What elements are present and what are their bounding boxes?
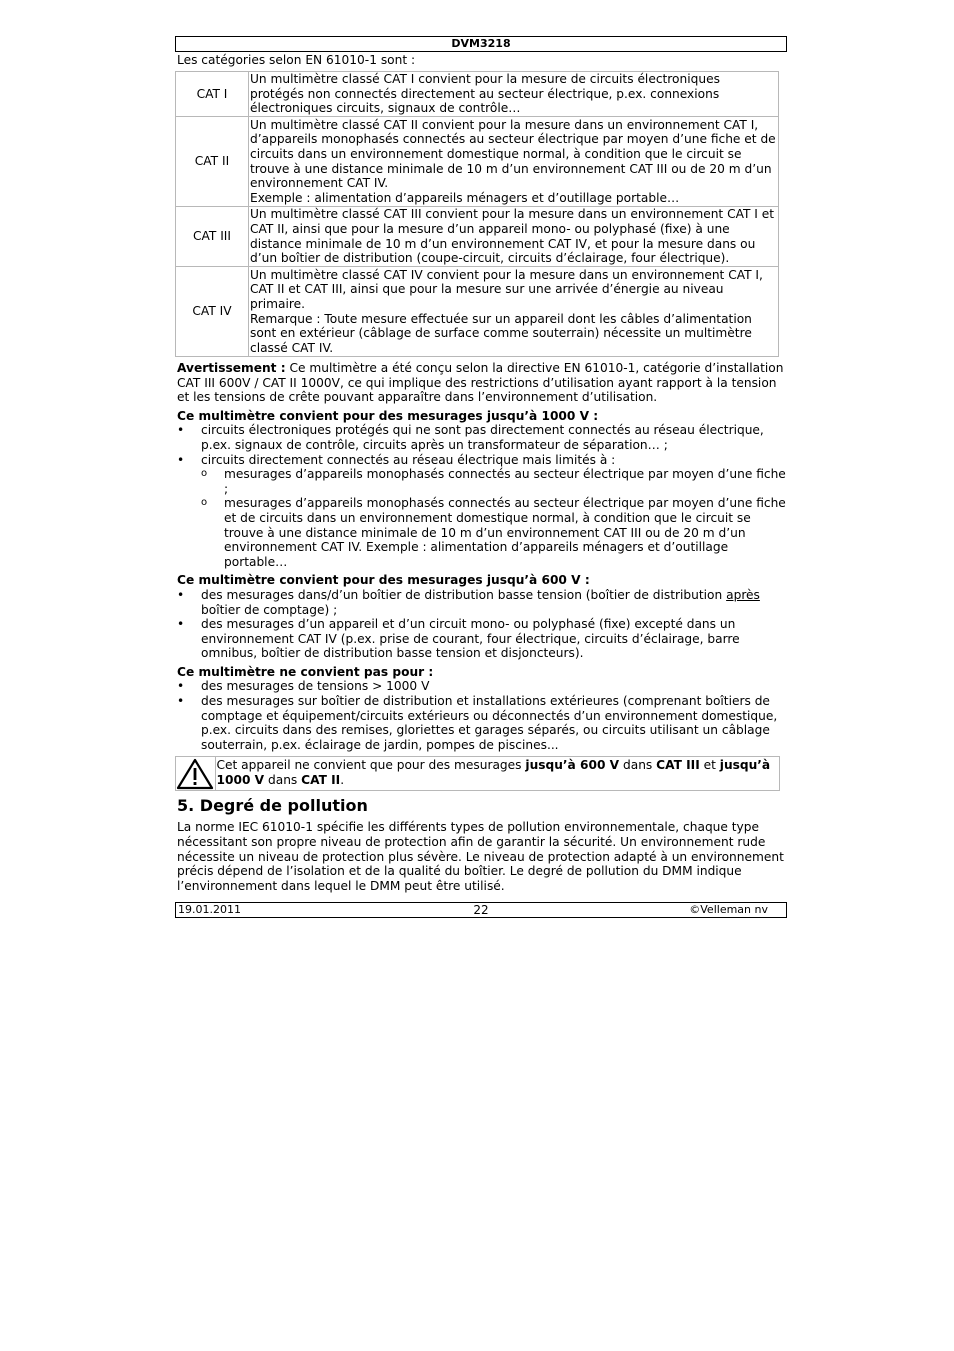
list-item: • des mesurages dans/d’un boîtier de distribution basse tension (boîtier de distribution après boîtier de comptage) ; [177,588,787,617]
footer-date: 19.01.2011 [178,903,241,916]
list-600v [175,588,787,661]
sub-list [201,467,787,569]
category-name: CAT IV [176,267,249,357]
list-not-suitable [175,679,787,752]
table-row [176,207,779,267]
sub-list-item: o mesurages d’appareils monophasés connectés au secteur électrique par moyen d’une fiche ; [201,467,787,496]
table-row [176,117,779,207]
list-item: • circuits directement connectés au réseau électrique mais limités à : o mesurages d’appareils monophasés connectés au secteur électrique par moyen d’une fiche ; o mesurages d’appareils monophasés connectés au secteur électrique par moyen d’une fiche et de circuits dans un environnement domestique normal, à condition que le circuit se trouve à une distance minimale de 10 m d’un environnement CAT III ou de 20 m d’un environnement CAT IV. Exemple : alimentation d’appareils ménagers et d’outillage portable… [177,453,787,570]
page-number: 22 [473,903,489,917]
warning-triangle-icon [176,757,216,790]
section-body: La norme IEC 61010-1 spécifie les différents types de pollution environnementale, chaque type nécessitant son propre niveau de protection afin de garantir la sécurité. Un environnement rude nécessite un niveau de protection plus sévère. Le niveau de protection adapté à un environnement précis dépend de l’isolation et de la qualité du boîtier. Le degré de pollution du DMM indique l’environnement dans lequel le DMM peut être utilisé. [177,820,784,893]
list-item: • des mesurages sur boîtier de distribution et installations extérieures (comprenant boîtiers de comptage et équipement/circuits extérieurs ou déconnectés d’un environnement domestique, p.ex. circuits dans des remises, gloriettes et garages séparés, ou circuits utilisant un câblage souterrain, p.ex. éclairage de jardin, pompes de piscines... [177,694,787,752]
category-name: CAT III [176,207,249,267]
page-content [175,36,787,893]
sub-list-item: o mesurages d’appareils monophasés connectés au secteur électrique par moyen d’une fiche et de circuits dans un environnement domestique normal, à condition que le circuit se trouve à une distance minimale de 10 m d’un environnement CAT III ou de 20 m d’un environnement CAT IV. Exemple : alimentation d’appareils ménagers et d’outillage portable… [201,496,787,569]
list-item: • des mesurages de tensions > 1000 V [177,679,787,694]
section-title: 5. Degré de pollution [177,796,368,816]
list-1000v [175,423,787,569]
notice-text: Cet appareil ne convient que pour des mesurages jusqu’à 600 V dans CAT III et jusqu’à 1000 V dans CAT II. [216,758,771,788]
category-table [175,71,779,357]
list-item: • circuits électroniques protégés qui ne sont pas directement connectés au réseau électrique, p.ex. signaux de contrôle, circuits après un transformateur de séparation… ; [177,423,787,452]
heading-1000v: Ce multimètre convient pour des mesurages jusqu’à 1000 V : [177,408,599,423]
heading-600v: Ce multimètre convient pour des mesurages jusqu’à 600 V : [177,573,590,588]
warning-paragraph: Avertissement : Ce multimètre a été conçu selon la directive EN 61010-1, catégorie d’installation CAT III 600V / CAT II 1000V, ce qui implique des restrictions d’utilisation ayant rapport à la tension et les tensions de crête pouvant apparaître dans l’environnement d’utilisation. [177,361,784,405]
category-name: CAT II [176,117,249,207]
list-item: • des mesurages d’un appareil et d’un circuit mono- ou polyphasé (fixe) excepté dans un environnement CAT IV (p.ex. prise de courant, four électrique, circuits d’éclairage, barre omnibus, boîtier de distribution basse tension et disjoncteurs). [177,617,787,661]
intro-text: Les catégories selon EN 61010-1 sont : [177,53,416,67]
notice-box [175,756,780,791]
category-name: CAT I [176,72,249,117]
table-row [176,72,779,117]
category-description: Un multimètre classé CAT III convient pour la mesure dans un environnement CAT I et CAT II, ainsi que pour la mesure d’un appareil mono- ou polyphasé (fixe) à une distance minimale de 10 m d’un environnement CAT IV, et pour la mesure dans ou d’un boîtier de distribution (coupe-circuit, circuits d’éclairage, four électrique). [249,207,779,267]
category-description: Un multimètre classé CAT I convient pour la mesure de circuits électroniques protégés non connectés directement au secteur électrique, p.ex. connexions électroniques circuits, signaux de contrôle… [249,72,779,117]
category-description: Un multimètre classé CAT II convient pour la mesure dans un environnement CAT I, d’appareils monophasés connectés au secteur électrique par moyen d’une fiche et de circuits dans un environnement domestique normal, à condition que le circuit se trouve à une distance minimale de 10 m d’un environnement CAT III ou de 20 m d’un environnement CAT IV. Exemple : alimentation d’appareils ménagers et d’outillage portable… [249,117,779,207]
page-header [175,36,787,52]
heading-not-suitable: Ce multimètre ne convient pas pour : [177,664,434,679]
category-description: Un multimètre classé CAT IV convient pour la mesure dans un environnement CAT I, CAT II et CAT III, ainsi que pour la mesure sur une arrivée d’énergie au niveau primaire. Remarque : Toute mesure effectuée sur un appareil dont les câbles d’alimentation sont en extérieur (câblage de surface comme souterrain) nécessite un multimètre classé CAT IV. [249,267,779,357]
page-footer [175,902,787,918]
footer-copyright: ©Velleman nv [689,903,768,916]
table-row [176,267,779,357]
model-number: DVM3218 [451,37,511,50]
